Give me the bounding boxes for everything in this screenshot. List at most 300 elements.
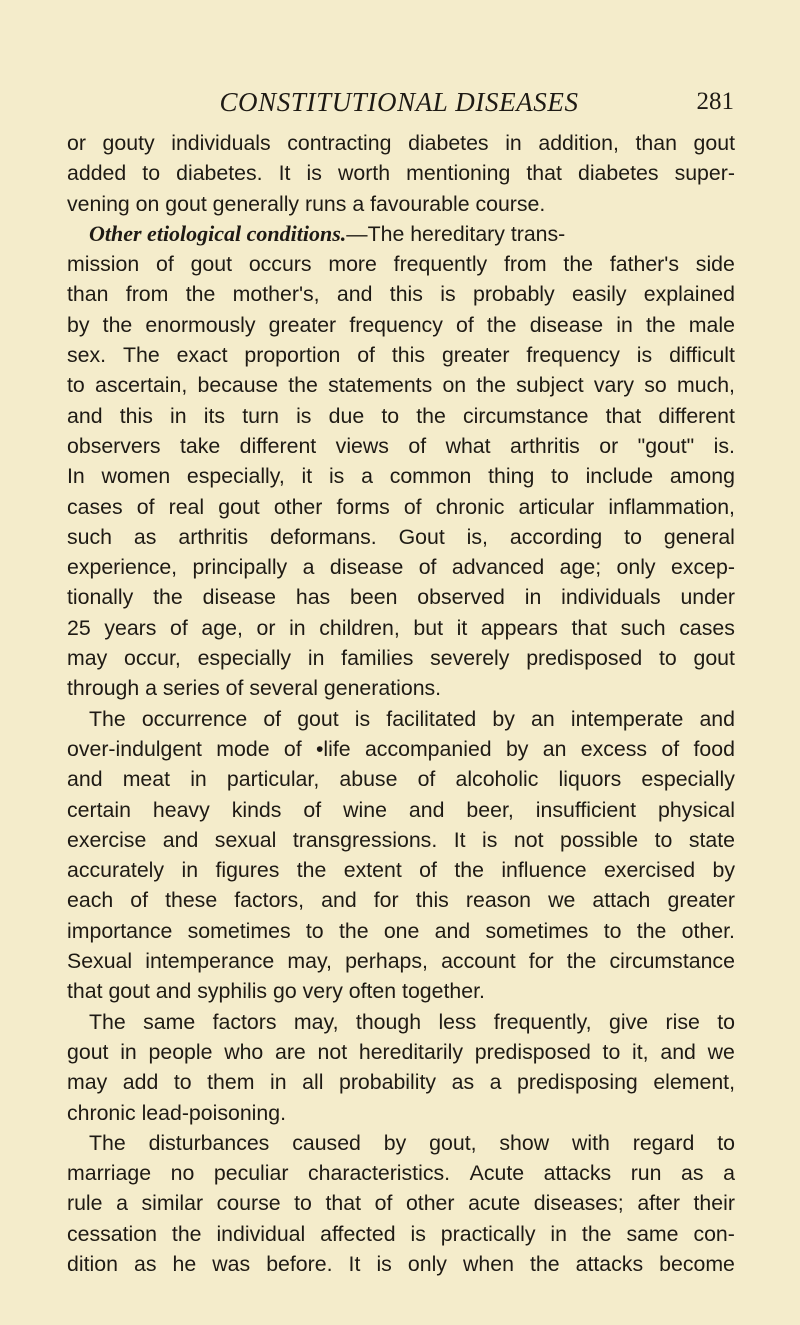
word: cases [67, 494, 123, 519]
word: of [303, 797, 322, 822]
word: dition [67, 1251, 118, 1276]
word: them [207, 1070, 255, 1095]
word: that [605, 403, 642, 428]
word: more [328, 252, 377, 277]
word: the [476, 373, 506, 398]
word: observers [67, 433, 161, 458]
word: same [626, 1221, 679, 1246]
word: is [296, 403, 312, 428]
text-line [67, 279, 735, 309]
text-line [67, 795, 735, 825]
word: especially [197, 646, 292, 671]
word: in [616, 312, 633, 337]
text-line [67, 1188, 735, 1218]
word: by [383, 1130, 407, 1155]
word: an [531, 706, 555, 731]
word: before. [266, 1251, 333, 1276]
word: exercise [67, 827, 147, 852]
word: is [440, 282, 456, 307]
word: all [302, 1070, 324, 1095]
text-line [67, 976, 735, 1006]
word: may, [287, 949, 332, 974]
word: statements [328, 373, 433, 398]
word: exact [176, 343, 228, 368]
word: than [635, 131, 677, 155]
word: of [170, 615, 188, 640]
word: rule [67, 1191, 103, 1216]
word: The [89, 706, 126, 731]
word: is [354, 706, 371, 731]
text-line [67, 461, 735, 491]
word: gout [297, 706, 339, 731]
word: sometimes [485, 918, 589, 943]
word: age; [559, 555, 602, 580]
word: to [717, 1009, 735, 1034]
word: but [413, 615, 443, 640]
text-line [67, 249, 735, 279]
word: difficult [669, 343, 735, 368]
word: and [434, 918, 471, 943]
word: regard [632, 1130, 695, 1155]
word: exercised [603, 858, 696, 883]
word: the [529, 1251, 560, 1276]
word: mother's, [232, 282, 320, 307]
word: greater [268, 312, 337, 337]
word: of [661, 736, 680, 761]
word: the [171, 1221, 202, 1246]
word: caused [292, 1130, 361, 1155]
word: under [680, 585, 735, 610]
word: women [101, 464, 171, 489]
word: circumstance [463, 403, 589, 428]
word: gout [190, 252, 233, 277]
word: the [563, 252, 594, 277]
word: diabetes [577, 161, 659, 186]
word: peculiar [213, 1161, 289, 1186]
text-line [67, 189, 735, 219]
word: factors [212, 1009, 277, 1034]
word: gout [218, 494, 260, 519]
word: to [142, 161, 161, 186]
word: alcoholic [455, 767, 539, 792]
word: the [645, 312, 676, 337]
word: such [67, 524, 112, 549]
word: or [599, 433, 619, 458]
word: predisposed [474, 1039, 591, 1064]
word: probably [472, 282, 555, 307]
word: and [699, 706, 735, 731]
word: especially, [186, 464, 285, 489]
word: when [463, 1251, 514, 1276]
word: state [688, 827, 735, 852]
word: of [408, 433, 427, 458]
word: as [133, 1251, 157, 1276]
text-line [67, 552, 735, 582]
word: disturbances [148, 1130, 270, 1155]
word: turn [242, 403, 279, 428]
word: easily [572, 282, 627, 307]
heading-group [89, 219, 565, 249]
word: super- [674, 161, 735, 186]
word: tionally [67, 585, 134, 610]
word: is [482, 827, 498, 852]
word: as [133, 524, 157, 549]
word: that [526, 161, 562, 186]
word: is [328, 464, 345, 489]
word: father's [609, 252, 679, 277]
text-line [67, 1007, 735, 1037]
word: ascertain, [94, 373, 188, 398]
word: arthritis [178, 524, 249, 549]
word: of [374, 1191, 393, 1216]
word: the [581, 1221, 612, 1246]
word: in [505, 131, 522, 155]
word: not [513, 827, 544, 852]
text-line [67, 916, 735, 946]
word: to [624, 524, 642, 549]
word: only [616, 555, 656, 580]
text-line [67, 764, 735, 794]
word: forms [336, 494, 390, 519]
word: attacks [575, 1251, 644, 1276]
word: frequently, [493, 1009, 592, 1034]
word: this [415, 888, 449, 913]
word: principally [192, 555, 288, 580]
word: It [453, 827, 466, 852]
word: so [644, 373, 667, 398]
word: of [130, 888, 149, 913]
word: individuals [171, 131, 271, 155]
word: in [524, 585, 542, 610]
word: may [67, 646, 108, 671]
word: only [407, 1251, 447, 1276]
word: than [67, 282, 109, 307]
word: views [335, 433, 389, 458]
word: years [104, 615, 157, 640]
word: the [338, 918, 369, 943]
word: observed [417, 585, 505, 610]
word: disease [529, 312, 604, 337]
word: disease [202, 585, 276, 610]
word: experience, [67, 555, 178, 580]
word: as [681, 1161, 704, 1186]
word: less [438, 1009, 477, 1034]
word: inflammation, [608, 494, 735, 519]
word: cases [679, 615, 735, 640]
word: people [148, 1039, 213, 1064]
word: element, [653, 1070, 735, 1095]
word: give [609, 1009, 649, 1034]
word: excess [580, 736, 648, 761]
word: accompanied [364, 736, 492, 761]
word: frequency [349, 312, 443, 337]
text-line [67, 158, 735, 188]
word: to [602, 1039, 621, 1064]
word: greater [441, 343, 510, 368]
word: hereditarily [358, 1039, 464, 1064]
word: individuals [561, 585, 661, 610]
word: intemperate [570, 706, 684, 731]
word: meat [122, 767, 171, 792]
word: mission [67, 252, 140, 277]
word: it, [632, 1039, 649, 1064]
word: because [197, 373, 279, 398]
text-line [67, 855, 735, 885]
word: of [418, 555, 437, 580]
word: their [693, 1191, 735, 1216]
word: 25 [67, 615, 91, 640]
word: for [528, 949, 554, 974]
page-number: 281 [696, 88, 734, 115]
word: other [405, 1191, 455, 1216]
word: and [67, 767, 103, 792]
word: worth [337, 161, 391, 186]
word: real [168, 494, 205, 519]
word: and [67, 403, 103, 428]
word: advanced [451, 555, 545, 580]
text-line [67, 340, 735, 370]
word: each [67, 888, 114, 913]
word: other [273, 494, 323, 519]
text-line [67, 946, 735, 976]
text-line [67, 1249, 735, 1279]
word: gout [693, 131, 735, 155]
word: or [256, 615, 276, 640]
word: practically [440, 1221, 536, 1246]
word: in [307, 646, 325, 671]
word: vary [593, 373, 635, 398]
word: occur, [123, 646, 181, 671]
word: importance [67, 918, 173, 943]
word: is [410, 1221, 426, 1246]
text-line [67, 1158, 735, 1188]
word: rise [665, 1009, 700, 1034]
word: become [659, 1251, 735, 1276]
word: the [636, 918, 667, 943]
word: insufficient [535, 797, 637, 822]
word: the [454, 858, 484, 883]
word: explained [643, 282, 735, 307]
word: occurrence [141, 706, 248, 731]
word: with [572, 1130, 610, 1155]
word: been [350, 585, 398, 610]
line-text: vening on gout generally runs a favourable course. [67, 191, 546, 216]
word: chronic [435, 494, 505, 519]
word: male [688, 312, 735, 337]
word: particular, [226, 767, 320, 792]
word: in [550, 1221, 567, 1246]
word: food [693, 736, 735, 761]
word: influence [501, 858, 587, 883]
word: cessation [67, 1221, 157, 1246]
word: heavy [152, 797, 210, 822]
word: physical [657, 797, 735, 822]
word: in [170, 403, 187, 428]
word: similar [141, 1191, 204, 1216]
word: figures [215, 858, 280, 883]
word: the [566, 949, 597, 974]
word: a [723, 1161, 735, 1186]
word: to [658, 646, 677, 671]
word: appears [480, 615, 558, 640]
word: kinds [231, 797, 282, 822]
word: by [67, 312, 90, 337]
word: other. [681, 918, 735, 943]
word: we [548, 888, 576, 913]
word: con- [693, 1221, 735, 1246]
text-line [67, 825, 735, 855]
word: frequently [393, 252, 488, 277]
word: of [156, 252, 174, 277]
word: by [505, 736, 529, 761]
word: gout, [429, 1130, 477, 1155]
word: especially [641, 767, 735, 792]
word: Gout [398, 524, 445, 549]
word: account [441, 949, 516, 974]
word: circumstance [609, 949, 735, 974]
word: to [717, 1130, 735, 1155]
word: to [603, 918, 622, 943]
word: to [294, 1191, 312, 1216]
text-line [67, 219, 735, 249]
word: accurately [67, 858, 165, 883]
text-line [67, 1219, 735, 1249]
word: excep- [671, 555, 735, 580]
word: in [289, 615, 306, 640]
word: and [321, 888, 357, 913]
word: enormously [145, 312, 256, 337]
word: deformans. [270, 524, 377, 549]
word: due [328, 403, 365, 428]
word: sexual [214, 827, 277, 852]
word: of [417, 767, 436, 792]
word: general [663, 524, 735, 549]
page-header [64, 86, 734, 126]
word: to [654, 827, 673, 852]
word: mentioning [406, 161, 511, 186]
word: It [348, 1251, 361, 1276]
word: diseases; [533, 1191, 624, 1216]
word: are [275, 1039, 306, 1064]
word: take [179, 433, 221, 458]
text-line [67, 1037, 735, 1067]
word: in [270, 1070, 287, 1095]
word: common [389, 464, 472, 489]
word: greater [667, 888, 735, 913]
word: same [143, 1009, 196, 1034]
word: subject [516, 373, 584, 398]
word: reason [465, 888, 532, 913]
word: this [119, 403, 153, 428]
text-line [67, 1067, 735, 1097]
word: It [278, 161, 291, 186]
word: different [658, 403, 735, 428]
word: and [408, 797, 445, 822]
word: is [306, 161, 322, 186]
word: marriage [67, 1161, 152, 1186]
text-line [67, 492, 735, 522]
word: one [383, 918, 420, 943]
text-line [67, 673, 735, 703]
word: such [620, 615, 666, 640]
word: The [122, 343, 160, 368]
word: gout [67, 1039, 109, 1064]
word: side [695, 252, 735, 277]
word: after [637, 1191, 680, 1216]
word: gout [693, 646, 735, 671]
word: thing [488, 464, 535, 489]
word: the [486, 312, 517, 337]
word: perhaps, [345, 949, 428, 974]
text-line [67, 370, 735, 400]
word: not [317, 1039, 348, 1064]
word: articular [518, 494, 595, 519]
word: Sexual [67, 949, 133, 974]
word: extent [343, 858, 402, 883]
running-title: CONSTITUTIONAL DISEASES [219, 87, 579, 117]
word: is, [466, 524, 488, 549]
word: show [499, 1130, 550, 1155]
word: the [416, 403, 446, 428]
word: he [172, 1251, 197, 1276]
word: on [442, 373, 467, 398]
word: children, [319, 615, 400, 640]
word: mode [216, 736, 270, 761]
text-line [67, 704, 735, 734]
word: factors, [234, 888, 305, 913]
word: to [67, 373, 85, 398]
word: much, [676, 373, 735, 398]
word: as [451, 1070, 475, 1095]
word: In [67, 464, 85, 489]
word: disease [329, 555, 404, 580]
text-line [67, 310, 735, 340]
word: among [669, 464, 735, 489]
word: a [489, 1070, 502, 1095]
word: has [295, 585, 331, 610]
text-line [67, 885, 735, 915]
word: over-indulgent [67, 736, 202, 761]
word: of [136, 494, 155, 519]
word: to [551, 464, 569, 489]
word: no [170, 1161, 195, 1186]
word: that [325, 1191, 362, 1216]
text-line [67, 643, 735, 673]
word: different [239, 433, 317, 458]
word: age, [201, 615, 243, 640]
word: proportion [244, 343, 341, 368]
word: course [216, 1191, 281, 1216]
word: characteristics. [308, 1161, 451, 1186]
word: this [389, 282, 423, 307]
word: facilitated [386, 706, 477, 731]
word: a [302, 555, 315, 580]
word: is [376, 1251, 392, 1276]
word: intemperance [145, 949, 275, 974]
text-line [67, 1098, 735, 1128]
word: predisposing [517, 1070, 638, 1095]
word: these [165, 888, 218, 913]
word: added [67, 161, 127, 186]
line-text: that gout and syphilis go very often together. [67, 979, 485, 1004]
word: it [456, 615, 468, 640]
word: this [391, 343, 426, 368]
word: the [296, 858, 327, 883]
word: of [283, 736, 302, 761]
text-line [67, 613, 735, 643]
word: sometimes [187, 918, 291, 943]
word: to [381, 403, 400, 428]
